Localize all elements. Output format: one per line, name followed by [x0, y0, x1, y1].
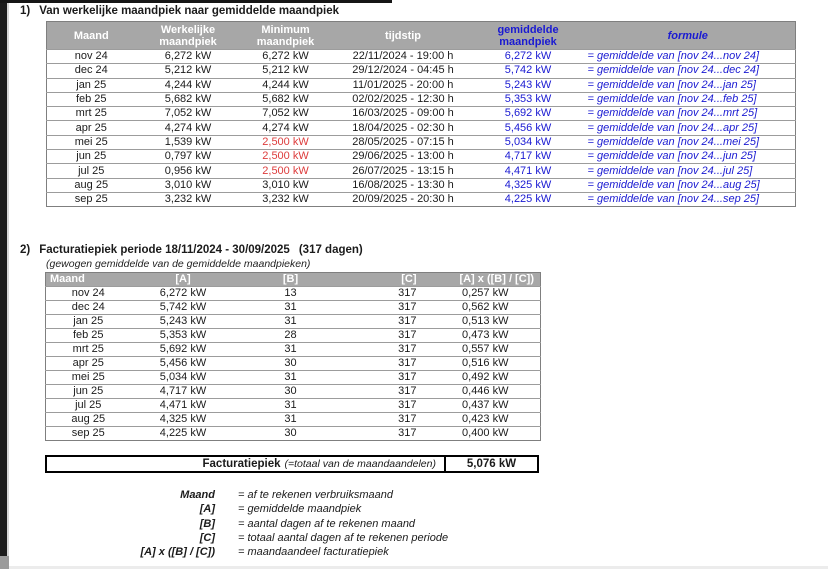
cell-result: 0,423 kW — [431, 413, 541, 427]
cell-maand2: mrt 25 — [46, 343, 131, 357]
cell-minimum-maandpiek: 2,500 kW — [241, 150, 331, 164]
cell-maand2: apr 25 — [46, 357, 131, 371]
cell-minimum-maandpiek: 5,212 kW — [241, 64, 331, 78]
cell-minimum-maandpiek: 5,682 kW — [241, 92, 331, 106]
cell-b: 31 — [236, 413, 346, 427]
cell-maand2: jul 25 — [46, 399, 131, 413]
cell-b: 13 — [236, 287, 346, 301]
document-page — [9, 0, 828, 559]
window-left-edge — [0, 0, 7, 569]
legend-term: Maand — [180, 489, 215, 502]
maandpiek-table-row — [47, 78, 796, 92]
col-header-minimum-maandpiek: Minimum maandpiek — [241, 22, 331, 50]
cell-maand2: dec 24 — [46, 301, 131, 315]
cell-tijdstip: 16/08/2025 - 13:30 h — [331, 178, 476, 192]
legend-definition: = totaal aantal dagen af te rekenen periode — [238, 531, 449, 544]
cell-werkelijke-maandpiek: 4,274 kW — [136, 121, 241, 135]
cell-result: 0,257 kW — [431, 287, 541, 301]
maandpiek-table-row — [47, 150, 796, 164]
cell-c: 317 — [346, 385, 431, 399]
col-header-b: [B] — [236, 273, 346, 287]
cell-minimum-maandpiek: 2,500 kW — [241, 164, 331, 178]
facturatiepiek-table-row — [46, 413, 541, 427]
cell-a: 4,325 kW — [131, 413, 236, 427]
cell-maand2: nov 24 — [46, 287, 131, 301]
facturatiepiek-table-row — [46, 371, 541, 385]
cell-c: 317 — [346, 413, 431, 427]
legend-definition: = maandaandeel facturatiepiek — [238, 546, 389, 559]
cell-tijdstip: 18/04/2025 - 02:30 h — [331, 121, 476, 135]
facturatiepiek-table-row — [46, 287, 541, 301]
cell-result: 0,516 kW — [431, 357, 541, 371]
cell-result: 0,557 kW — [431, 343, 541, 357]
cell-minimum-maandpiek: 3,232 kW — [241, 192, 331, 206]
cell-maand: mrt 25 — [47, 107, 136, 121]
section2-subtitle: (gewogen gemiddelde van de gemiddelde maandpieken) — [46, 258, 311, 271]
cell-maand: sep 25 — [47, 192, 136, 206]
facturatiepiek-table-row — [46, 315, 541, 329]
legend — [40, 488, 828, 559]
cell-c: 317 — [346, 357, 431, 371]
total-note: (=totaal van de maandaandelen) — [284, 458, 436, 471]
cell-tijdstip: 02/02/2025 - 12:30 h — [331, 92, 476, 106]
col-header-werkelijke-maandpiek: Werkelijke maandpiek — [136, 22, 241, 50]
cell-minimum-maandpiek: 3,010 kW — [241, 178, 331, 192]
cell-minimum-maandpiek: 4,244 kW — [241, 78, 331, 92]
col-header-maand: Maand — [47, 22, 136, 50]
maandpiek-table-row — [47, 92, 796, 106]
facturatiepiek-table-row — [46, 301, 541, 315]
legend-definition: = aantal dagen af te rekenen maand — [238, 517, 416, 530]
cell-maand: aug 25 — [47, 178, 136, 192]
cell-b: 30 — [236, 357, 346, 371]
cell-b: 30 — [236, 385, 346, 399]
cell-c: 317 — [346, 287, 431, 301]
col-header-tijdstip: tijdstip — [331, 22, 476, 50]
maandpiek-table-row — [47, 50, 796, 64]
cell-a: 5,034 kW — [131, 371, 236, 385]
cell-maand: jul 25 — [47, 164, 136, 178]
cell-werkelijke-maandpiek: 3,232 kW — [136, 192, 241, 206]
cell-minimum-maandpiek: 6,272 kW — [241, 50, 331, 64]
cell-gemiddelde-maandpiek: 4,471 kW — [476, 164, 581, 178]
cell-b: 30 — [236, 427, 346, 441]
cell-gemiddelde-maandpiek: 6,272 kW — [476, 50, 581, 64]
legend-term: [B] — [199, 517, 215, 530]
cell-formule: = gemiddelde van [nov 24...mei 25] — [581, 135, 796, 149]
cell-tijdstip: 28/05/2025 - 07:15 h — [331, 135, 476, 149]
legend-row — [40, 517, 828, 531]
cell-maand2: jan 25 — [46, 315, 131, 329]
legend-row — [40, 502, 828, 516]
col-header-a: [A] — [131, 273, 236, 287]
cell-gemiddelde-maandpiek: 5,353 kW — [476, 92, 581, 106]
cell-tijdstip: 16/03/2025 - 09:00 h — [331, 107, 476, 121]
cell-maand: feb 25 — [47, 92, 136, 106]
cell-tijdstip: 20/09/2025 - 20:30 h — [331, 192, 476, 206]
cell-gemiddelde-maandpiek: 4,325 kW — [476, 178, 581, 192]
legend-term: [A] x ([B] / [C]) — [140, 546, 215, 559]
cell-b: 31 — [236, 315, 346, 329]
facturatiepiek-total-row — [45, 455, 539, 473]
cell-a: 4,225 kW — [131, 427, 236, 441]
cell-gemiddelde-maandpiek: 5,034 kW — [476, 135, 581, 149]
facturatiepiek-table-row — [46, 343, 541, 357]
cell-werkelijke-maandpiek: 7,052 kW — [136, 107, 241, 121]
cell-b: 31 — [236, 343, 346, 357]
facturatiepiek-total-label-cell — [47, 457, 446, 471]
cell-result: 0,513 kW — [431, 315, 541, 329]
cell-werkelijke-maandpiek: 4,244 kW — [136, 78, 241, 92]
cell-formule: = gemiddelde van [nov 24...jul 25] — [581, 164, 796, 178]
maandpiek-table-row — [47, 107, 796, 121]
cell-maand2: feb 25 — [46, 329, 131, 343]
window-left-edge-bottom — [0, 556, 9, 569]
cell-minimum-maandpiek: 4,274 kW — [241, 121, 331, 135]
maandpiek-table-row — [47, 178, 796, 192]
cell-c: 317 — [346, 329, 431, 343]
legend-row — [40, 531, 828, 545]
cell-gemiddelde-maandpiek: 5,243 kW — [476, 78, 581, 92]
cell-a: 5,353 kW — [131, 329, 236, 343]
maandpiek-table-row — [47, 164, 796, 178]
cell-result: 0,492 kW — [431, 371, 541, 385]
cell-gemiddelde-maandpiek: 5,692 kW — [476, 107, 581, 121]
cell-result: 0,562 kW — [431, 301, 541, 315]
col-header-formule: formule — [581, 22, 796, 50]
facturatiepiek-table-row — [46, 385, 541, 399]
legend-row — [40, 545, 828, 559]
facturatiepiek-table-row — [46, 357, 541, 371]
cell-tijdstip: 11/01/2025 - 20:00 h — [331, 78, 476, 92]
cell-maand: mei 25 — [47, 135, 136, 149]
cell-werkelijke-maandpiek: 0,797 kW — [136, 150, 241, 164]
cell-a: 5,243 kW — [131, 315, 236, 329]
cell-a: 4,717 kW — [131, 385, 236, 399]
cell-werkelijke-maandpiek: 5,212 kW — [136, 64, 241, 78]
cell-formule: = gemiddelde van [nov 24...feb 25] — [581, 92, 796, 106]
section1-heading — [20, 5, 828, 17]
cell-tijdstip: 29/12/2024 - 04:45 h — [331, 64, 476, 78]
cell-result: 0,446 kW — [431, 385, 541, 399]
facturatiepiek-table-row — [46, 399, 541, 413]
cell-maand: nov 24 — [47, 50, 136, 64]
maandpiek-table-row — [47, 64, 796, 78]
section2-number: 2) — [20, 244, 31, 257]
facturatiepiek-total-value: 5,076 kW — [466, 458, 517, 471]
cell-werkelijke-maandpiek: 0,956 kW — [136, 164, 241, 178]
maandpiek-table-row — [47, 192, 796, 206]
cell-c: 317 — [346, 315, 431, 329]
col-header-result: [A] x ([B] / [C]) — [431, 273, 541, 287]
cell-tijdstip: 29/06/2025 - 13:00 h — [331, 150, 476, 164]
col-header-maand2: Maand — [46, 273, 131, 287]
cell-formule: = gemiddelde van [nov 24...sep 25] — [581, 192, 796, 206]
cell-formule: = gemiddelde van [nov 24...mrt 25] — [581, 107, 796, 121]
maandpiek-table-header-row — [47, 22, 796, 50]
legend-definition: = af te rekenen verbruiksmaand — [238, 489, 394, 502]
legend-row — [40, 488, 828, 502]
section2-title: Facturatiepiek periode 18/11/2024 - 30/09/2025 — [39, 244, 290, 257]
cell-a: 5,742 kW — [131, 301, 236, 315]
cell-a: 5,456 kW — [131, 357, 236, 371]
cell-b: 31 — [236, 371, 346, 385]
facturatiepiek-table-row — [46, 427, 541, 441]
cell-c: 317 — [346, 399, 431, 413]
cell-werkelijke-maandpiek: 3,010 kW — [136, 178, 241, 192]
cell-a: 4,471 kW — [131, 399, 236, 413]
cell-tijdstip: 22/11/2024 - 19:00 h — [331, 50, 476, 64]
cell-werkelijke-maandpiek: 1,539 kW — [136, 135, 241, 149]
col-header-gemiddelde-maandpiek: gemiddelde maandpiek — [476, 22, 581, 50]
cell-c: 317 — [346, 427, 431, 441]
cell-a: 6,272 kW — [131, 287, 236, 301]
total-label: Facturatiepiek — [202, 458, 281, 471]
cell-b: 28 — [236, 329, 346, 343]
facturatiepiek-table-row — [46, 329, 541, 343]
cell-formule: = gemiddelde van [nov 24...dec 24] — [581, 64, 796, 78]
cell-b: 31 — [236, 399, 346, 413]
cell-c: 317 — [346, 343, 431, 357]
cell-formule: = gemiddelde van [nov 24...apr 25] — [581, 121, 796, 135]
cell-formule: = gemiddelde van [nov 24...jan 25] — [581, 78, 796, 92]
cell-gemiddelde-maandpiek: 4,225 kW — [476, 192, 581, 206]
section1-number: 1) — [20, 5, 31, 17]
cell-formule: = gemiddelde van [nov 24...nov 24] — [581, 50, 796, 64]
legend-term: [A] — [199, 503, 215, 516]
cell-werkelijke-maandpiek: 5,682 kW — [136, 92, 241, 106]
cell-maand: apr 25 — [47, 121, 136, 135]
maandpiek-table — [46, 21, 796, 207]
cell-b: 31 — [236, 301, 346, 315]
cell-gemiddelde-maandpiek: 4,717 kW — [476, 150, 581, 164]
cell-maand2: sep 25 — [46, 427, 131, 441]
facturatiepiek-table-header-row — [46, 273, 541, 287]
cell-result: 0,473 kW — [431, 329, 541, 343]
cell-maand2: mei 25 — [46, 371, 131, 385]
cell-werkelijke-maandpiek: 6,272 kW — [136, 50, 241, 64]
cell-c: 317 — [346, 301, 431, 315]
cell-formule: = gemiddelde van [nov 24...aug 25] — [581, 178, 796, 192]
cell-result: 0,437 kW — [431, 399, 541, 413]
cell-minimum-maandpiek: 7,052 kW — [241, 107, 331, 121]
cell-gemiddelde-maandpiek: 5,742 kW — [476, 64, 581, 78]
maandpiek-table-row — [47, 121, 796, 135]
facturatiepiek-table — [45, 272, 541, 441]
cell-maand: dec 24 — [47, 64, 136, 78]
cell-maand2: aug 25 — [46, 413, 131, 427]
cell-maand2: jun 25 — [46, 385, 131, 399]
cell-result: 0,400 kW — [431, 427, 541, 441]
cell-minimum-maandpiek: 2,500 kW — [241, 135, 331, 149]
cell-gemiddelde-maandpiek: 5,456 kW — [476, 121, 581, 135]
section2-days-note: (317 dagen) — [298, 244, 363, 257]
cell-c: 317 — [346, 371, 431, 385]
section2-heading — [20, 244, 828, 256]
cell-a: 5,692 kW — [131, 343, 236, 357]
section1-title: Van werkelijke maandpiek naar gemiddelde maandpiek — [39, 5, 339, 17]
col-header-c: [C] — [346, 273, 431, 287]
cell-formule: = gemiddelde van [nov 24...jun 25] — [581, 150, 796, 164]
legend-definition: = gemiddelde maandpiek — [238, 503, 362, 516]
maandpiek-table-row — [47, 135, 796, 149]
cell-maand: jun 25 — [47, 150, 136, 164]
cell-tijdstip: 26/07/2025 - 13:15 h — [331, 164, 476, 178]
cell-maand: jan 25 — [47, 78, 136, 92]
legend-term: [C] — [199, 531, 215, 544]
